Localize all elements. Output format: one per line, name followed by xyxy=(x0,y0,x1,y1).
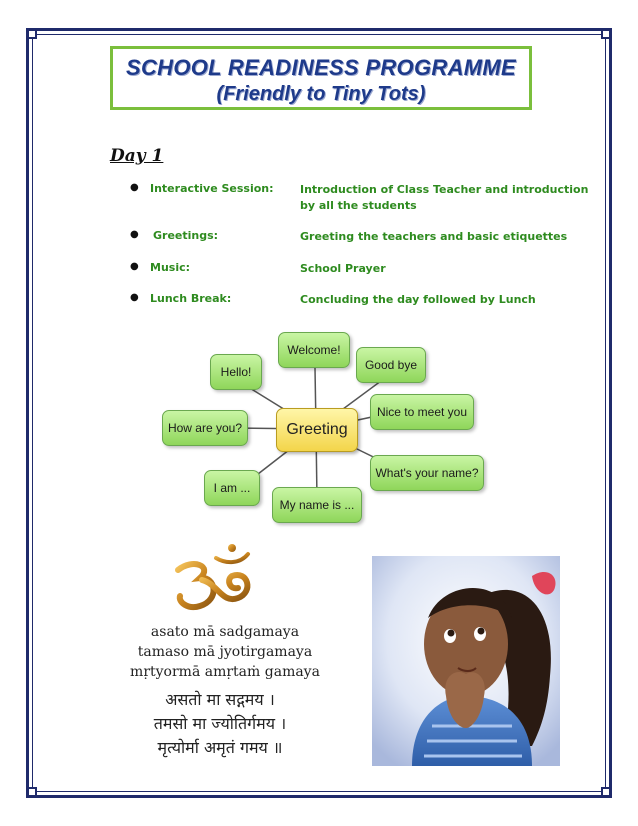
schedule-value: Concluding the day followed by Lunch xyxy=(300,293,536,306)
mindmap-node: What's your name? xyxy=(370,455,484,491)
mindmap-node: Welcome! xyxy=(278,332,350,368)
schedule-label: Greetings: xyxy=(153,229,219,242)
schedule-value: School Prayer xyxy=(300,262,386,275)
schedule-label: Lunch Break: xyxy=(150,292,232,305)
mantra-transliteration xyxy=(120,622,330,682)
mantra-line: मृत्योर्मा अमृतं गमय ॥ xyxy=(157,738,283,757)
schedule-value: Introduction of Class Teacher and introduction by all the students xyxy=(300,183,589,212)
bullet-icon: ● xyxy=(130,182,139,193)
day-heading: Day 1 xyxy=(110,146,164,166)
praying-child-image xyxy=(372,556,560,766)
schedule-label: Music: xyxy=(150,261,191,274)
mantra-line: mṛtyormā amṛtaṁ gamaya xyxy=(130,664,320,680)
mindmap-center: Greeting xyxy=(276,408,358,452)
mantra-line: asato mā sadgamaya xyxy=(150,624,300,640)
mindmap-node: I am ... xyxy=(204,470,260,506)
mindmap-node: Nice to meet you xyxy=(370,394,474,430)
mindmap-node: Good bye xyxy=(356,347,426,383)
mindmap-node: How are you? xyxy=(162,410,248,446)
schedule-label: Interactive Session: xyxy=(150,182,274,195)
om-symbol xyxy=(168,540,258,620)
bullet-icon: ● xyxy=(130,261,139,272)
mindmap-node: Hello! xyxy=(210,354,262,390)
mantra-line: असतो मा सद्गमय । xyxy=(165,690,275,709)
bullet-icon: ● xyxy=(130,292,139,303)
mantra-line: tamaso mā jyotirgamaya xyxy=(137,644,313,660)
mantra-devanagari xyxy=(110,688,330,760)
om-icon xyxy=(168,540,258,620)
mindmap-node: My name is ... xyxy=(272,487,362,523)
schedule-value: Greeting the teachers and basic etiquettes xyxy=(300,230,568,243)
bullet-icon: ● xyxy=(130,229,139,240)
page-subtitle: (Friendly to Tiny Tots) xyxy=(216,83,426,105)
mantra-line: तमसो मा ज्योतिर्गमय । xyxy=(153,714,287,733)
page-title: SCHOOL READINESS PROGRAMME xyxy=(126,55,516,80)
